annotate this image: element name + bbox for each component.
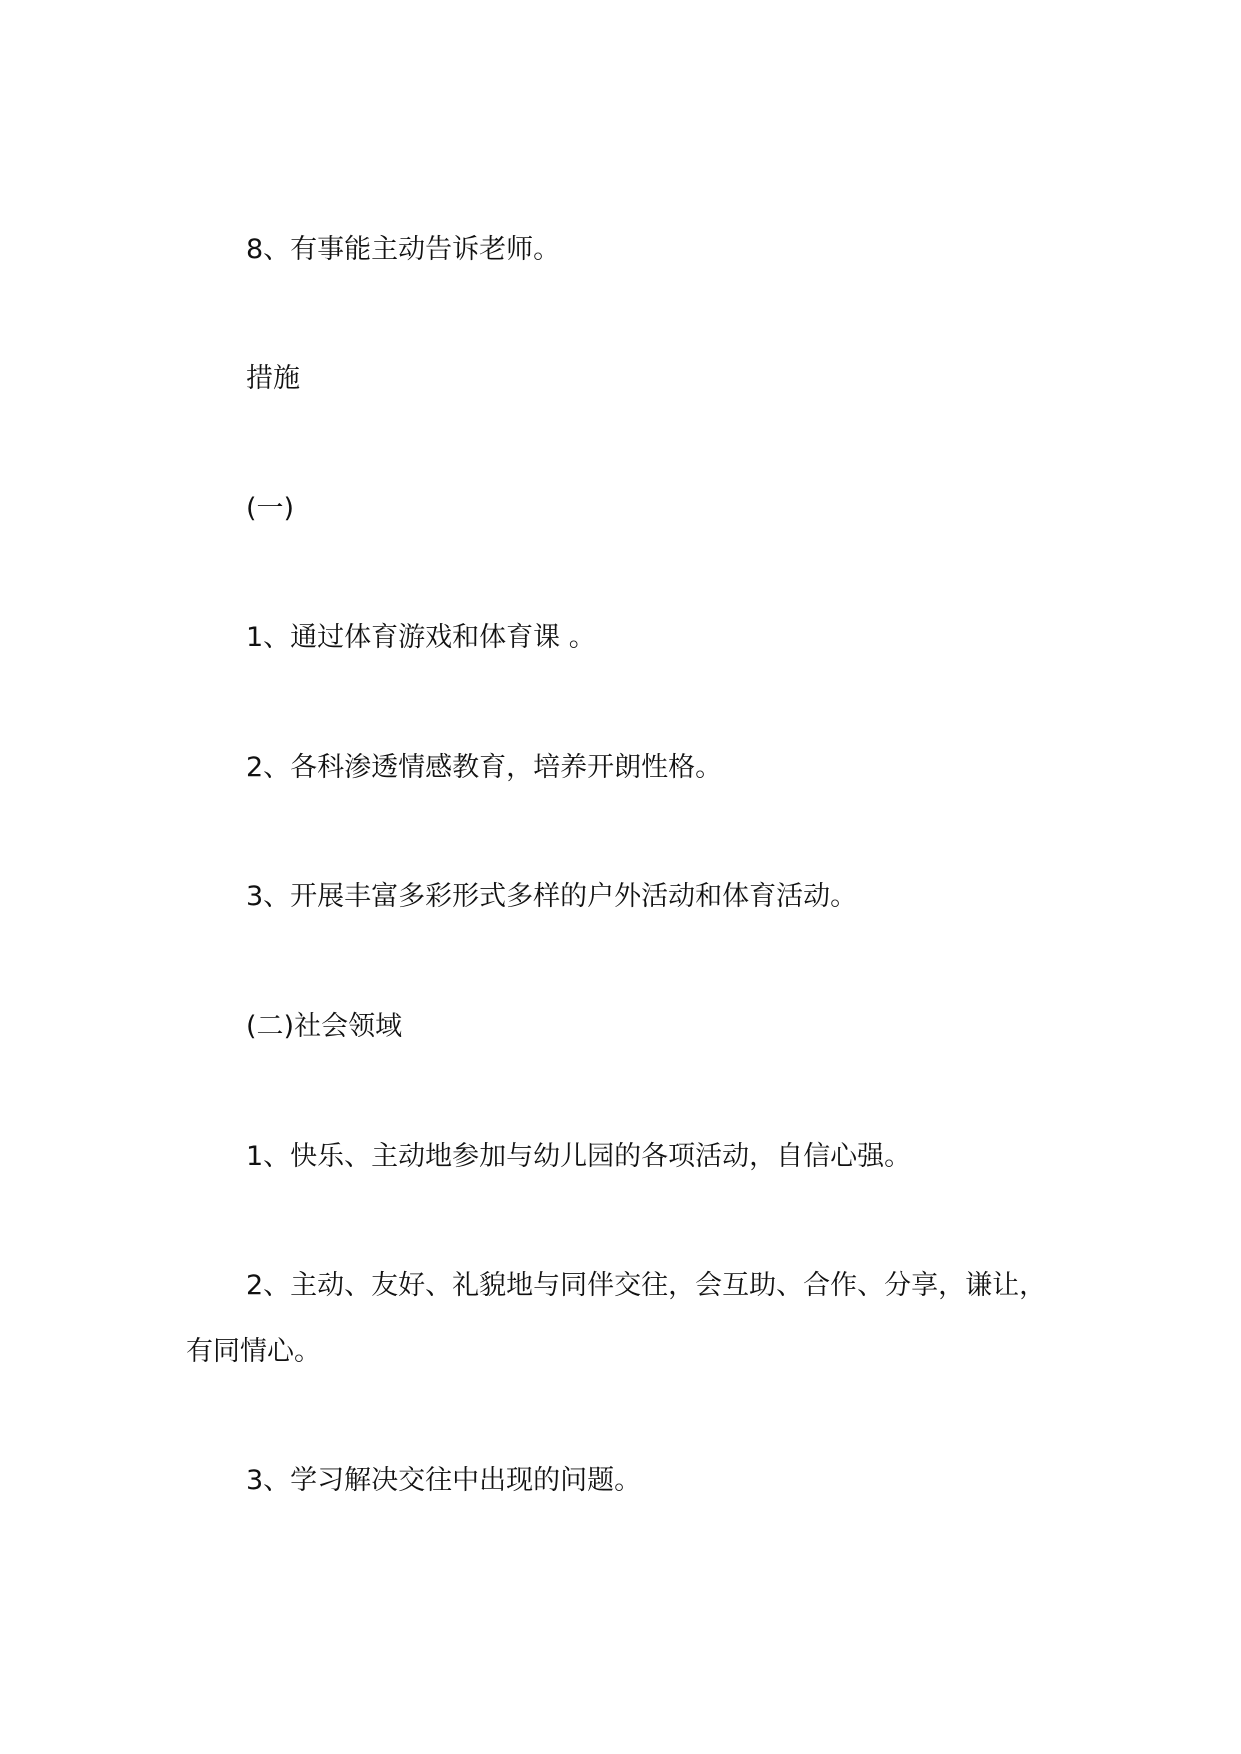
section-heading-one: (一) [246,493,295,524]
section-heading-social: (二)社会领域 [246,1011,403,1042]
paragraph-measure-3: 3、开展丰富多彩形式多样的户外活动和体育活动。 [246,881,858,912]
section-heading-measures: 措施 [246,363,300,394]
paragraph-measure-1: 1、通过体育游戏和体育课 。 [246,622,596,653]
paragraph-social-3: 3、学习解决交往中出现的问题。 [246,1465,642,1496]
paragraph-item-8: 8、有事能主动告诉老师。 [246,234,561,265]
paragraph-measure-2: 2、各科渗透情感教育，培养开朗性格。 [246,752,723,783]
paragraph-social-1: 1、快乐、主动地参加与幼儿园的各项活动，自信心强。 [246,1141,912,1172]
paragraph-social-2: 2、主动、友好、礼貌地与同伴交往，会互助、合作、分享，谦让，有同情心。 [186,1270,1047,1367]
